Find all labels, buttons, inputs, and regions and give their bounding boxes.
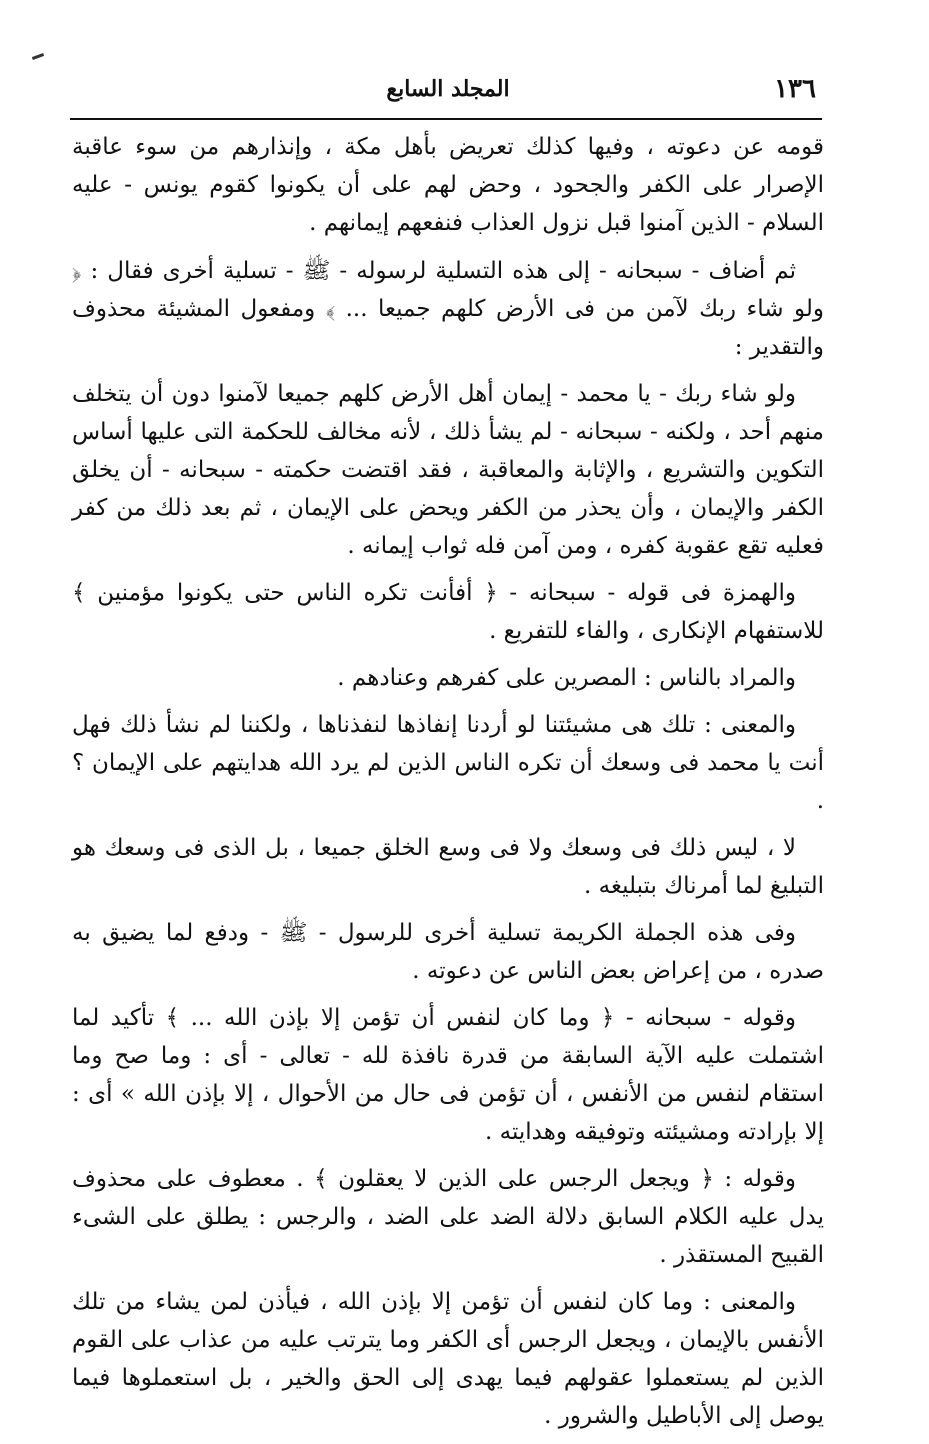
page-header xyxy=(72,70,824,112)
paragraph: قومه عن دعوته ، وفيها كذلك تعريض بأهل مكة ، وإنذارهم من سوء عاقبة الإصرار على الكفر والجحود ، وحض لهم على أن يكونوا كقوم يونس - عليه السلام - الذين آمنوا قبل نزول العذاب فنفعهم إيمانهم . xyxy=(72,134,824,236)
paragraph: لا ، ليس ذلك فى وسعك ولا فى وسع الخلق جميعا ، بل الذى فى وسعك هو التبليغ لما أمرناك بتبليغه . xyxy=(72,835,824,899)
paragraph: ولو شاء ربك - يا محمد - إيمان أهل الأرض كلهم جميعا لآمنوا دون أن يتخلف منهم أحد ، ولكنه - سبحانه - لم يشأ ذلك ، لأنه مخالف للحكمة التى عليها أساس التكوين والتشريع ، والإثابة والمعاقبة ، فقد اقتضت حكمته - سبحانه - أن يخلق الكفر والإيمان ، وأن يحذر من الكفر ويحض على الإيمان ، ثم بعد ذلك من كفر فعليه تقع عقوبة كفره ، ومن آمن فله ثواب إيمانه . xyxy=(72,381,824,559)
stray-ink-mark xyxy=(32,53,44,60)
paragraph: وقوله : ﴿ ويجعل الرجس على الذين لا يعقلون ﴾ . معطوف على محذوف يدل عليه الكلام السابق دلالة الضد على الضد ، والرجس : يطلق على الشىء القبيح المستقذر . xyxy=(72,1166,824,1268)
page-number: ١٣٦ xyxy=(774,74,816,104)
running-title: المجلد السابع xyxy=(386,76,510,102)
paragraph: والمعنى : تلك هى مشيئتنا لو أردنا إنفاذها لنفذناها ، ولكننا لم نشأ ذلك فهل أنت يا محمد فى وسعك أن تكره الناس الذين لم يرد الله هدايتهم على الإيمان ؟ . xyxy=(72,712,824,814)
page-body xyxy=(72,128,824,1444)
paragraph: والهمزة فى قوله - سبحانه - ﴿ أفأنت تكره الناس حتى يكونوا مؤمنين ﴾ للاستفهام الإنكارى ، والفاء للتفريع . xyxy=(72,580,824,644)
paragraph: وفى هذه الجملة الكريمة تسلية أخرى للرسول - ﷺ - ودفع لما يضيق به صدره ، من إعراض بعض الناس عن دعوته . xyxy=(72,920,824,984)
paragraph: وقوله - سبحانه - ﴿ وما كان لنفس أن تؤمن إلا بإذن الله ... ﴾ تأكيد لما اشتملت عليه الآية السابقة من قدرة نافذة لله - تعالى - أى : وما صح وما استقام لنفس من الأنفس ، أن تؤمن فى حال من الأحوال ، إلا بإذن الله » أى : إلا بإرادته ومشيئته وتوفيقه وهدايته . xyxy=(72,1005,824,1145)
paragraph: والمراد بالناس : المصرين على كفرهم وعنادهم . xyxy=(337,665,796,691)
paragraph: ثم أضاف - سبحانه - إلى هذه التسلية لرسوله - ﷺ - تسلية أخرى فقال : ﴿ ولو شاء ربك لآمن من فى الأرض كلهم جميعا ... ﴾ ومفعول المشيئة محذوف والتقدير : xyxy=(72,258,824,360)
paragraph: والمعنى : وما كان لنفس أن تؤمن إلا بإذن الله ، فيأذن لمن يشاء من تلك الأنفس بالإيمان ، ويجعل الرجس أى الكفر وما يترتب عليه من عذاب على القوم الذين لم يستعملوا عقولهم فيما يهدى إلى الحق والخير ، بل استعملوها فيما يوصل إلى الأباطيل والشرور . xyxy=(72,1289,824,1429)
header-divider xyxy=(70,118,822,120)
